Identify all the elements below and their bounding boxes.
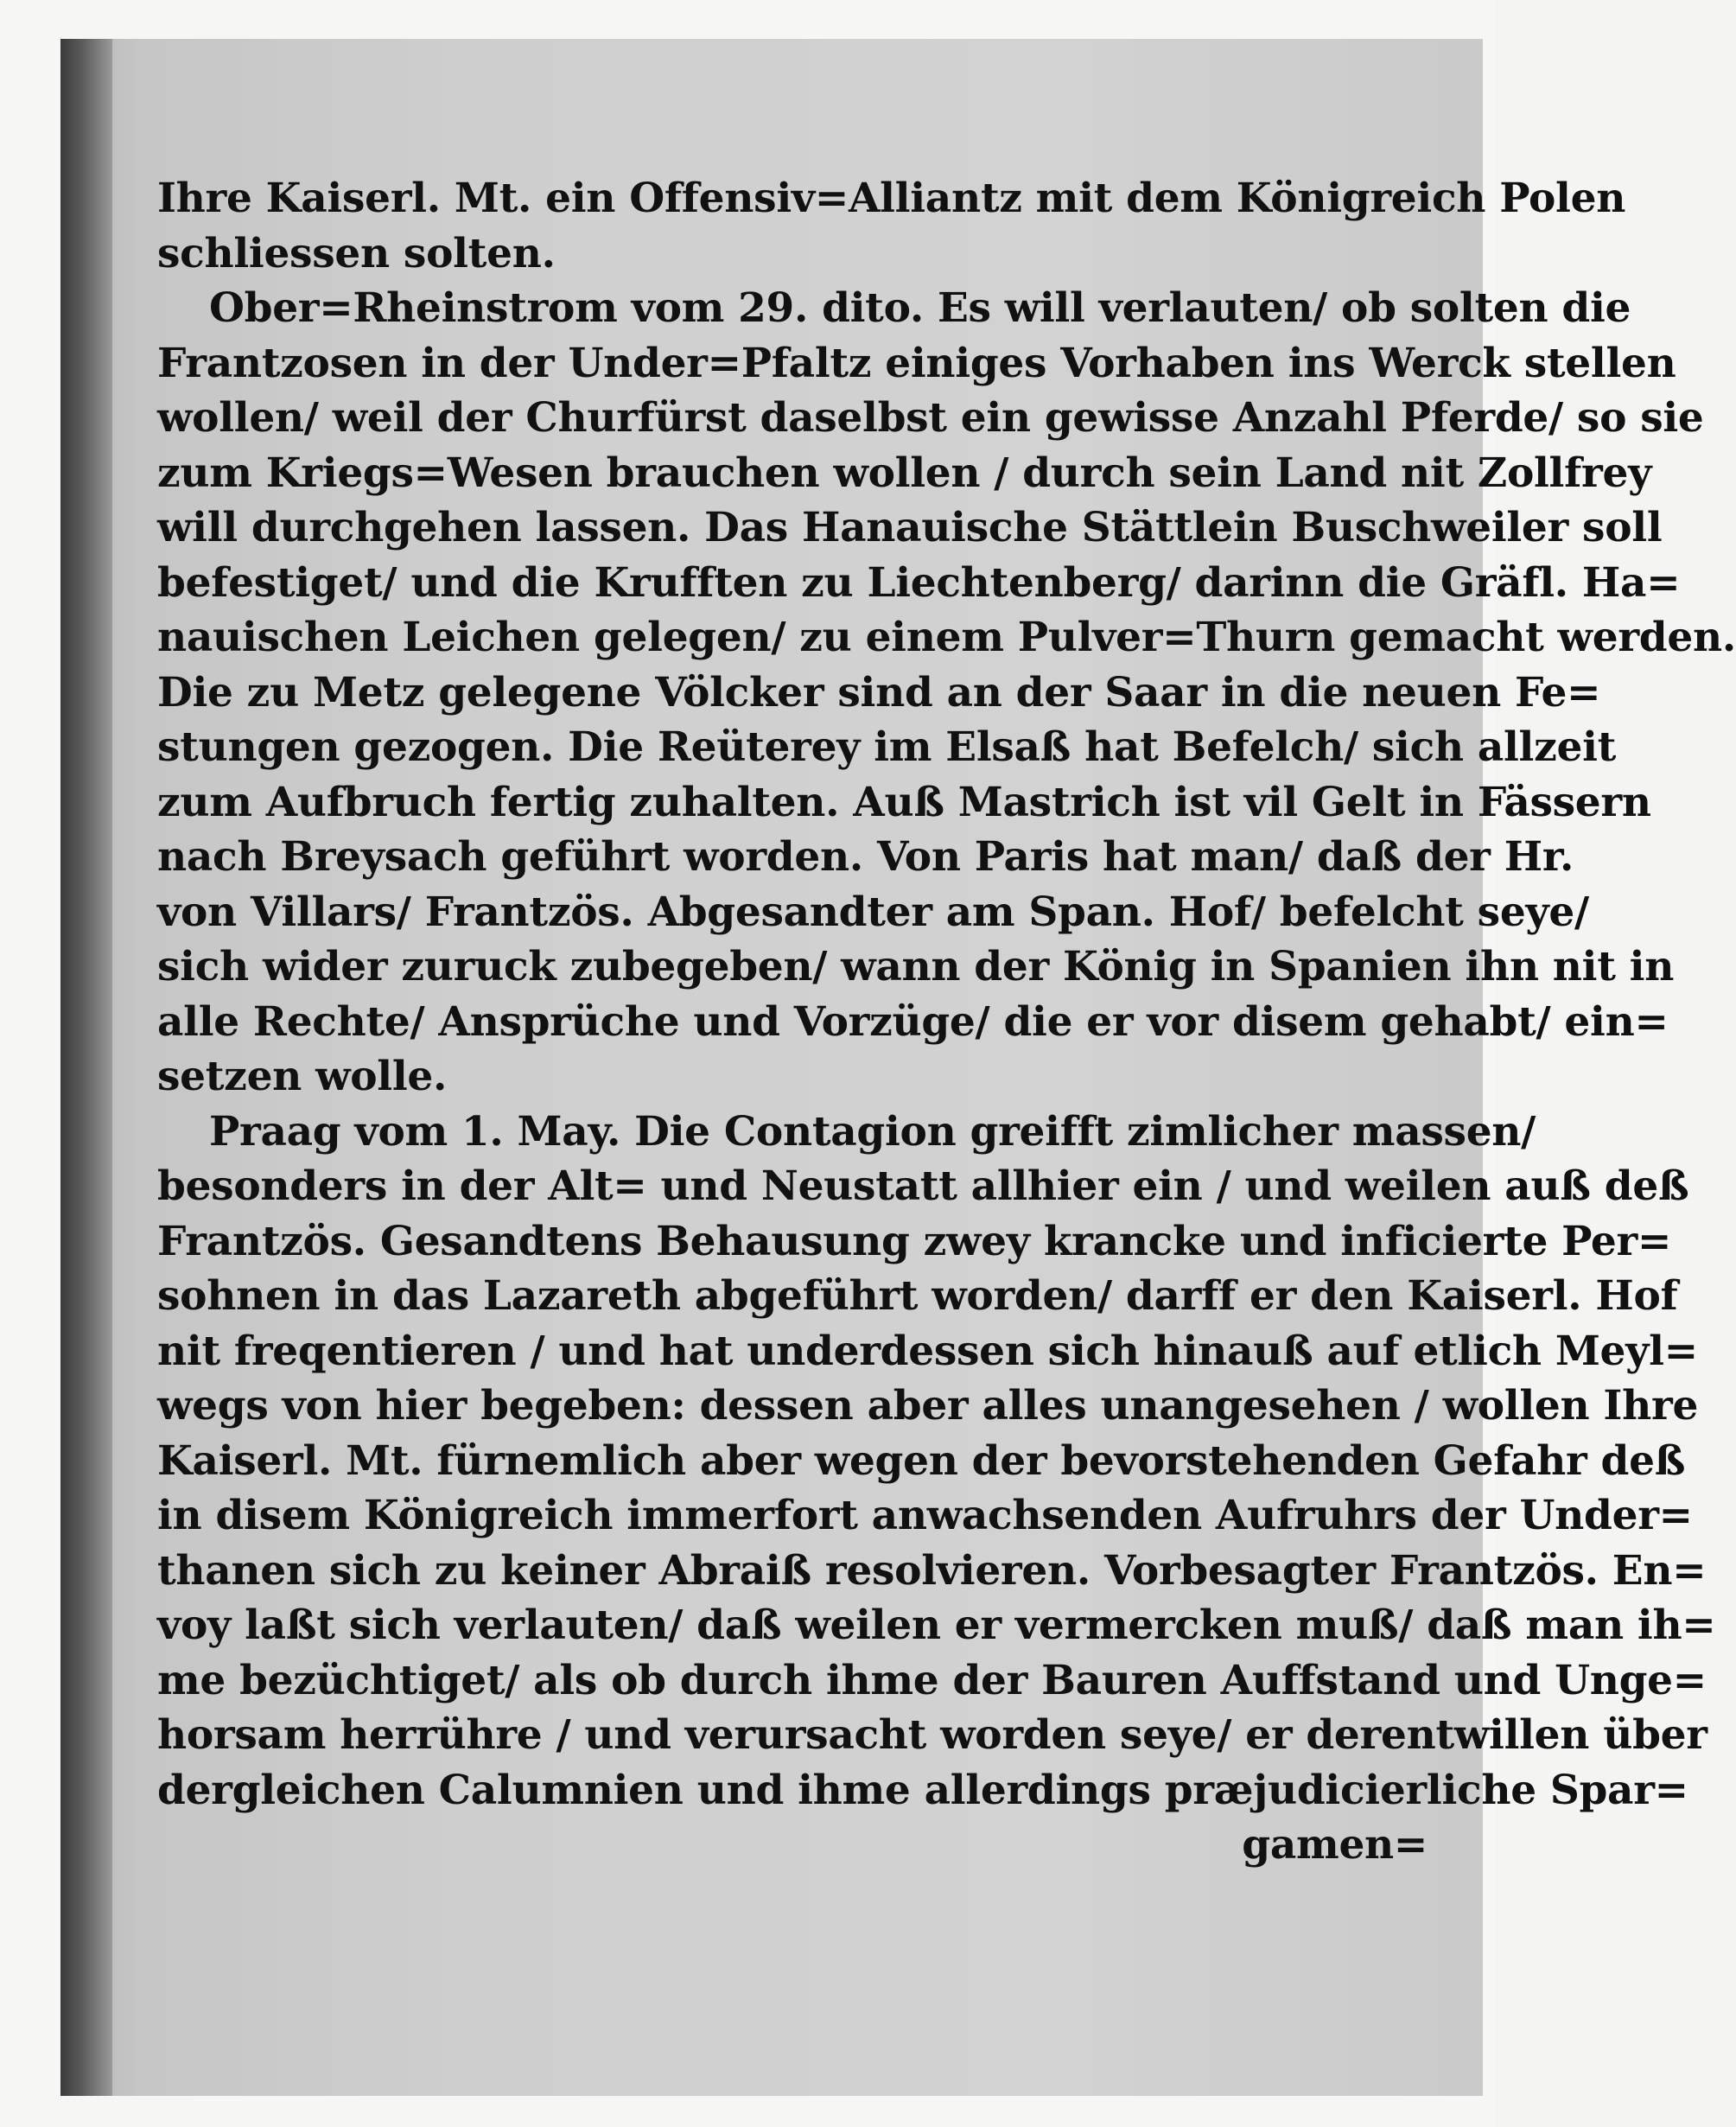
text-line: nach Breysach geführt worden. Von Paris hat man/ daß der Hr. (157, 833, 1574, 881)
text-line: besonders in der Alt= und Neustatt allhier ein / und weilen auß deß (157, 1162, 1689, 1210)
text-line: in disem Königreich immerfort anwachsenden Aufruhrs der Under= (157, 1492, 1693, 1539)
text-line: will durchgehen lassen. Das Hanauische Stättlein Buschweiler soll (157, 504, 1663, 551)
text-line: nauischen Leichen gelegen/ zu einem Pulver=Thurn gemacht werden. (157, 614, 1736, 661)
text-line: dergleichen Calumnien und ihme allerdings præjudicierliche Spar= (157, 1766, 1688, 1814)
text-line: Praag vom 1. May. Die Contagion greifft zimlicher massen/ (209, 1107, 1536, 1156)
text-line: thanen sich zu keiner Abraiß resolvieren. Vorbesagter Frantzös. En= (157, 1546, 1707, 1595)
book-spine-shadow (60, 39, 112, 2096)
text-line: befestiget/ und die Krufften zu Liechtenberg/ darinn die Gräfl. Ha= (157, 558, 1681, 607)
text-line: setzen wolle. (157, 1053, 448, 1100)
text-line: nit freqentieren / und hat underdessen sich hinauß auf etlich Meyl= (157, 1327, 1698, 1375)
text-line: sohnen in das Lazareth abgeführt worden/ darff er den Kaiserl. Hof (157, 1272, 1678, 1320)
text-line: sich wider zuruck zubegeben/ wann der König in Spanien ihn nit in (157, 943, 1675, 990)
text-line: voy laßt sich verlauten/ daß weilen er vermercken muß/ daß man ih= (157, 1602, 1716, 1649)
text-line: me bezüchtiget/ als ob durch ihme der Bauren Auffstand und Unge= (157, 1656, 1707, 1704)
text-line: Frantzosen in der Under=Pfaltz einiges Vorhaben ins Werck stellen (157, 339, 1676, 387)
text-line: zum Kriegs=Wesen brauchen wollen / durch sein Land nit Zollfrey (157, 449, 1652, 497)
text-line: von Villars/ Frantzös. Abgesandter am Span. Hof/ befelcht seye/ (157, 888, 1589, 936)
text-line: Ober=Rheinstrom vom 29. dito. Es will verlauten/ ob solten die (209, 284, 1631, 332)
text-line: schliessen solten. (157, 229, 556, 277)
text-line: horsam herrühre / und verursacht worden seye/ er derentwillen über (157, 1711, 1707, 1759)
page-text (157, 171, 1736, 1873)
text-line: alle Rechte/ Ansprüche und Vorzüge/ die er vor disem gehabt/ ein= (157, 997, 1669, 1046)
catchword: gamen= (1242, 1821, 1428, 1869)
text-line: Ihre Kaiserl. Mt. ein Offensiv=Alliantz mit dem Königreich Polen (157, 175, 1626, 222)
text-line: wegs von hier begeben: dessen aber alles unangesehen / wollen Ihre (157, 1382, 1699, 1430)
text-line: zum Aufbruch fertig zuhalten. Auß Mastrich ist vil Gelt in Fässern (157, 778, 1651, 826)
text-line: stungen gezogen. Die Reüterey im Elsaß hat Befelch/ sich allzeit (157, 723, 1617, 771)
text-line: wollen/ weil der Churfürst daselbst ein gewisse Anzahl Pferde/ so sie (157, 394, 1704, 442)
text-line: Frantzös. Gesandtens Behausung zwey krancke und inficierte Per= (157, 1217, 1672, 1265)
text-line: Kaiserl. Mt. fürnemlich aber wegen der bevorstehenden Gefahr deß (157, 1436, 1686, 1485)
text-line: Die zu Metz gelegene Völcker sind an der Saar in die neuen Fe= (157, 668, 1601, 716)
